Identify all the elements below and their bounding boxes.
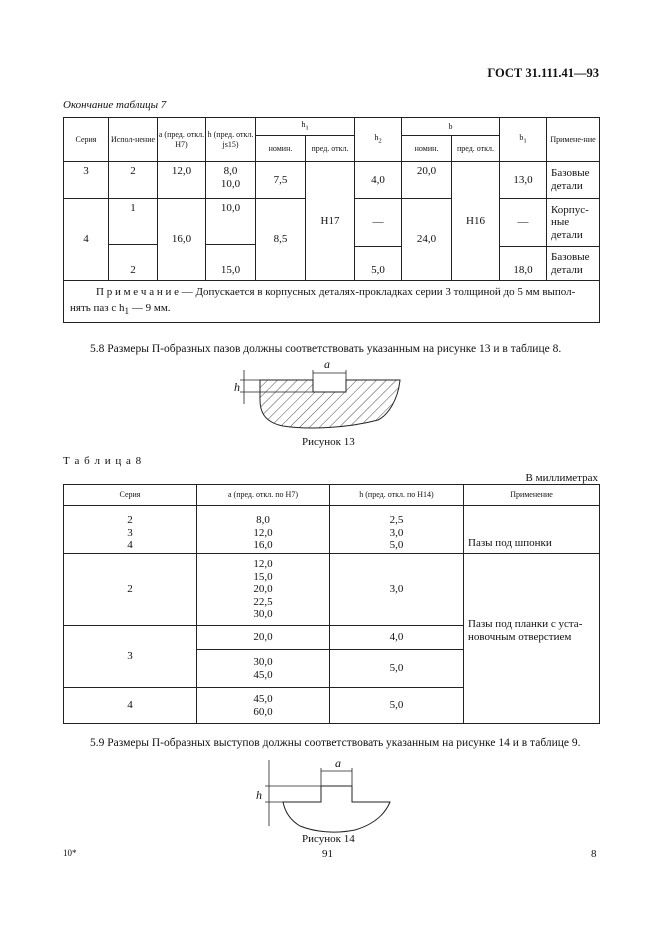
cell-a — [197, 650, 330, 688]
cell-h1-nom: 7,5 — [256, 162, 306, 199]
header-version: Испол-нение — [109, 118, 158, 162]
cell-version: 2 — [109, 245, 158, 281]
header-b1-subscript: 1 — [523, 137, 527, 145]
cell-a: 20,0 — [197, 626, 330, 650]
figure-13-drawing — [228, 360, 408, 430]
cell-application: Корпус-ные детали — [547, 199, 600, 247]
a-list: 8,0 12,0 16,0 — [253, 514, 273, 552]
a-list: 12,0 15,0 20,0 22,5 30,0 — [253, 557, 273, 621]
cell-application: Пазы под планки с уста-новочным отверстием — [464, 554, 600, 724]
paragraph-5-8: 5.8 Размеры П-образных пазов должны соответствовать указанным на рисунке 13 и в таблице 8. — [90, 343, 562, 355]
table8-title: Т а б л и ц а 8 — [63, 455, 143, 467]
header-h2-symbol: h — [374, 133, 379, 143]
figure-14-drawing — [255, 756, 395, 836]
header-application: Применение — [464, 485, 600, 506]
cell-h: 8,0 10,0 — [206, 162, 256, 199]
header-h: h (пред. откл. js15) — [206, 118, 256, 162]
header-series: Серия — [64, 485, 197, 506]
cell-b1: — — [500, 199, 547, 247]
h-list: 2,5 3,0 5,0 — [389, 514, 404, 552]
cell-series: 4 — [64, 199, 109, 281]
header-h2 — [355, 118, 402, 162]
header-h1-nom: номин. — [256, 136, 306, 162]
cell-series — [64, 506, 197, 554]
header-h1-tol: пред. откл. — [306, 136, 355, 162]
cell-h2: 4,0 — [355, 162, 402, 199]
header-b-nom: номин. — [402, 136, 452, 162]
cell-h: 5,0 — [330, 688, 464, 724]
cell-h: 15,0 — [206, 245, 256, 281]
header-h: h (пред. откл. по H14) — [330, 485, 464, 506]
header-h1-subscript: 1 — [305, 124, 309, 132]
series-list: 2 3 4 — [127, 514, 133, 552]
cell-b-nom: 20,0 — [402, 162, 452, 199]
header-h2-subscript: 2 — [378, 137, 382, 145]
header-a: a (пред. откл. H7) — [158, 118, 206, 162]
header-application: Примене-ние — [547, 118, 600, 162]
a-list: 30,0 45,0 — [253, 655, 273, 681]
standard-header: ГОСТ 31.111.41—93 — [487, 66, 599, 80]
cell-version: 1 — [109, 199, 158, 245]
note-label: П р и м е ч а н и е — [96, 286, 179, 298]
note-subscript: 1 — [124, 306, 130, 317]
note-tail: — 9 мм. — [129, 301, 171, 314]
figure-14-label-a: a — [335, 756, 341, 770]
cell-application: Пазы под шпонки — [464, 506, 600, 554]
cell-h: 3,0 — [330, 554, 464, 626]
table7-note — [64, 281, 600, 323]
table-7 — [63, 117, 600, 323]
cell-a — [197, 688, 330, 724]
cell-h1-nom: 8,5 — [256, 199, 306, 281]
table-8 — [63, 484, 600, 724]
cell-h: 4,0 — [330, 626, 464, 650]
footer-left-mark: 10* — [63, 848, 77, 858]
header-h1-symbol: h — [301, 120, 306, 130]
header-b1 — [500, 118, 547, 162]
page-number: 91 — [322, 848, 333, 860]
figure-13-caption: Рисунок 13 — [302, 436, 355, 448]
cell-h: 5,0 — [330, 650, 464, 688]
cell-b1: 18,0 — [500, 247, 547, 281]
figure-13-label-h: h — [234, 380, 240, 394]
cell-h: 10,0 — [206, 199, 256, 245]
cell-series: 3 — [64, 162, 109, 199]
cell-version: 2 — [109, 162, 158, 199]
header-b1-symbol: b — [519, 133, 524, 143]
table8-units: В миллиметрах — [525, 472, 598, 484]
cell-h2: — — [355, 199, 402, 247]
cell-b-tol: H16 — [452, 162, 500, 281]
figure-14-caption: Рисунок 14 — [302, 833, 355, 845]
header-h1 — [256, 118, 355, 136]
cell-b-nom: 24,0 — [402, 199, 452, 281]
table7-continuation-caption: Окончание таблицы 7 — [63, 99, 167, 111]
cell-h — [330, 506, 464, 554]
cell-h2: 5,0 — [355, 247, 402, 281]
cell-series: 4 — [64, 688, 197, 724]
header-a: a (пред. откл. по H7) — [197, 485, 330, 506]
cell-series: 3 — [64, 626, 197, 688]
header-b: b — [402, 118, 500, 136]
cell-a — [197, 554, 330, 626]
header-b-tol: пред. откл. — [452, 136, 500, 162]
figure-14-label-h: h — [256, 788, 262, 802]
footer-right-mark: 8 — [591, 848, 597, 860]
header-series: Серия — [64, 118, 109, 162]
figure-13-label-a: a — [324, 357, 330, 371]
cell-a — [197, 506, 330, 554]
cell-application: Базовые детали — [547, 162, 600, 199]
cell-a: 16,0 — [158, 199, 206, 281]
cell-b1: 13,0 — [500, 162, 547, 199]
cell-series: 2 — [64, 554, 197, 626]
cell-a: 12,0 — [158, 162, 206, 199]
paragraph-5-9: 5.9 Размеры П-образных выступов должны соответствовать указанным на рисунке 14 и в таблице 9. — [90, 737, 581, 749]
a-list: 45,0 60,0 — [253, 692, 273, 718]
cell-h1-tol: H17 — [306, 162, 355, 281]
cell-application: Базовые детали — [547, 247, 600, 281]
note-text: — Допускается в корпусных деталях-прокладках серии 3 толщиной до 5 мм выпол-нять паз с h — [70, 286, 576, 314]
